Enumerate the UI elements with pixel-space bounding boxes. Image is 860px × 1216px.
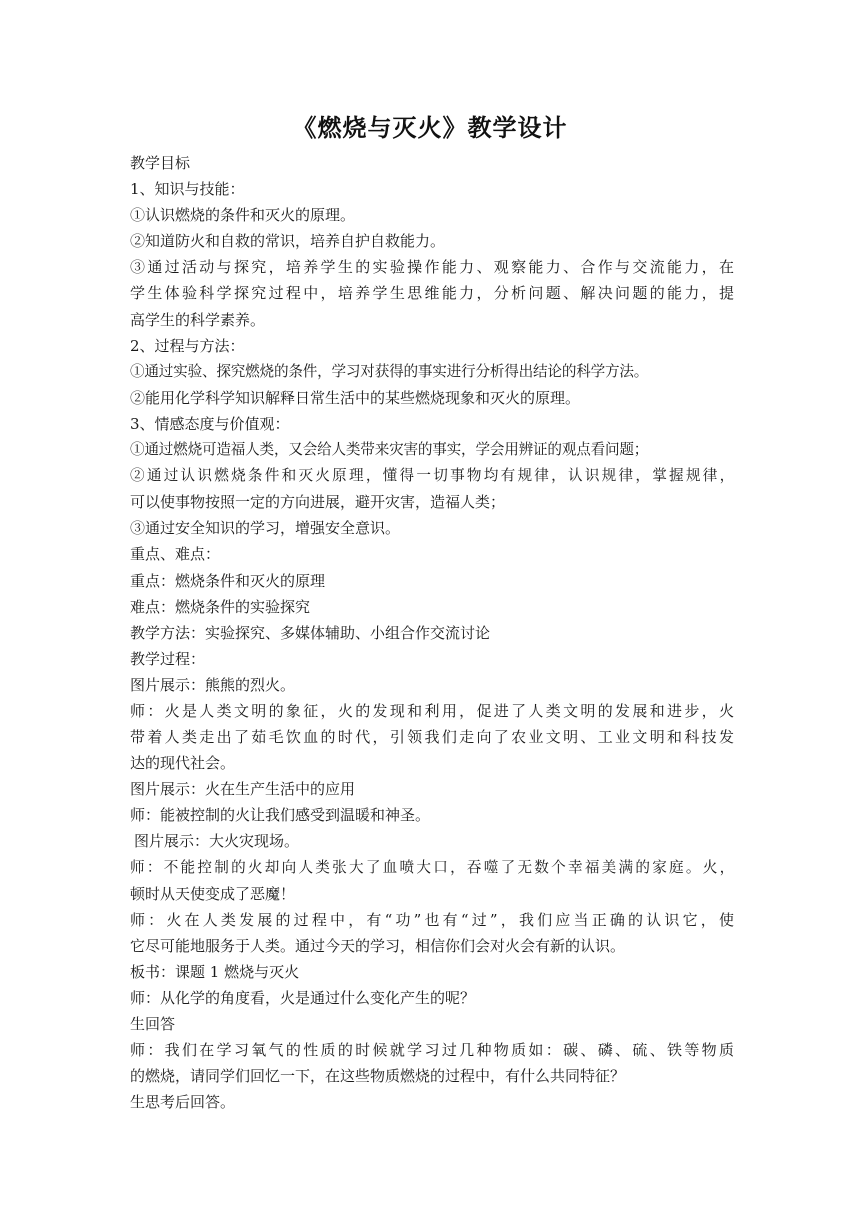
text-line: 板书：课题 1 燃烧与灭火 bbox=[130, 962, 300, 981]
text-line: 师：不能控制的火却向人类张大了血喷大口，吞噬了无数个幸福美满的家庭。火， bbox=[130, 858, 734, 876]
text-line: 教学过程： bbox=[130, 649, 206, 668]
text-line: 2、过程与方法： bbox=[130, 336, 245, 355]
text-line: ①认识燃烧的条件和灭火的原理。 bbox=[130, 206, 356, 225]
text-line: 师：能被控制的火让我们感受到温暖和神圣。 bbox=[130, 806, 431, 825]
text-line: 生思考后回答。 bbox=[130, 1093, 236, 1112]
text-line: 的燃烧，请同学们回忆一下，在这些物质燃烧的过程中，有什么共同特征？ bbox=[130, 1067, 626, 1086]
text-line: 图片展示：大火灾现场。 bbox=[134, 832, 300, 851]
text-line: 生回答 bbox=[130, 1015, 176, 1034]
text-line: 教学目标 bbox=[130, 154, 191, 172]
text-line: 重点、难点： bbox=[130, 545, 221, 564]
text-line: 3、情感态度与价值观： bbox=[130, 414, 290, 433]
text-line: 教学方法：实验探究、多媒体辅助、小组合作交流讨论 bbox=[130, 623, 491, 642]
text-line: ②能用化学科学知识解释日常生活中的某些燃烧现象和灭火的原理。 bbox=[130, 388, 581, 407]
text-line: 师：火是人类文明的象征，火的发现和利用，促进了人类文明的发展和进步，火 bbox=[130, 701, 734, 720]
text-line: 带着人类走出了茹毛饮血的时代，引领我们走向了农业文明、工业文明和科技发 bbox=[130, 728, 734, 747]
text-line: 图片展示：熊熊的烈火。 bbox=[130, 675, 296, 694]
document-title: 《燃烧与灭火》教学设计 bbox=[292, 114, 568, 142]
text-line: 可以使事物按照一定的方向进展，避开灾害，造福人类； bbox=[130, 493, 506, 512]
text-line: 学生体验科学探究过程中，培养学生思维能力，分析问题、解决问题的能力，提 bbox=[130, 284, 734, 303]
text-line: 图片展示：火在生产生活中的应用 bbox=[130, 780, 356, 799]
text-line: ③通过安全知识的学习，增强安全意识。 bbox=[130, 519, 401, 538]
text-line: ①通过实验、探究燃烧的条件，学习对获得的事实进行分析得出结论的科学方法。 bbox=[130, 362, 649, 380]
text-line: 它尽可能地服务于人类。通过今天的学习，相信你们会对火会有新的认识。 bbox=[130, 936, 626, 955]
text-line: 达的现代社会。 bbox=[130, 754, 236, 773]
text-line: ③通过活动与探究，培养学生的实验操作能力、观察能力、合作与交流能力，在 bbox=[130, 258, 734, 277]
text-line: ①通过燃烧可造福人类，又会给人类带来灾害的事实，学会用辨证的观点看问题； bbox=[130, 441, 649, 459]
text-line: ②通过认识燃烧条件和灭火原理，懂得一切事物均有规律，认识规律，掌握规律， bbox=[130, 467, 734, 485]
document-body bbox=[130, 150, 734, 1115]
text-line: 顿时从天使变成了恶魔！ bbox=[130, 884, 296, 903]
text-line: 师：我们在学习氧气的性质的时候就学习过几种物质如：碳、磷、硫、铁等物质 bbox=[130, 1041, 734, 1060]
text-line: 师：火在人类发展的过程中，有“功”也有“过”，我们应当正确的认识它，使 bbox=[130, 910, 734, 929]
text-line: 师：从化学的角度看，火是通过什么变化产生的呢？ bbox=[130, 989, 476, 1007]
text-line: 1、知识与技能： bbox=[130, 180, 245, 199]
text-line: ②知道防火和自救的常识，培养自护自救能力。 bbox=[130, 232, 446, 251]
text-line: 重点：燃烧条件和灭火的原理 bbox=[130, 571, 326, 590]
text-line: 高学生的科学素养。 bbox=[130, 310, 266, 329]
text-line: 难点：燃烧条件的实验探究 bbox=[130, 597, 311, 616]
